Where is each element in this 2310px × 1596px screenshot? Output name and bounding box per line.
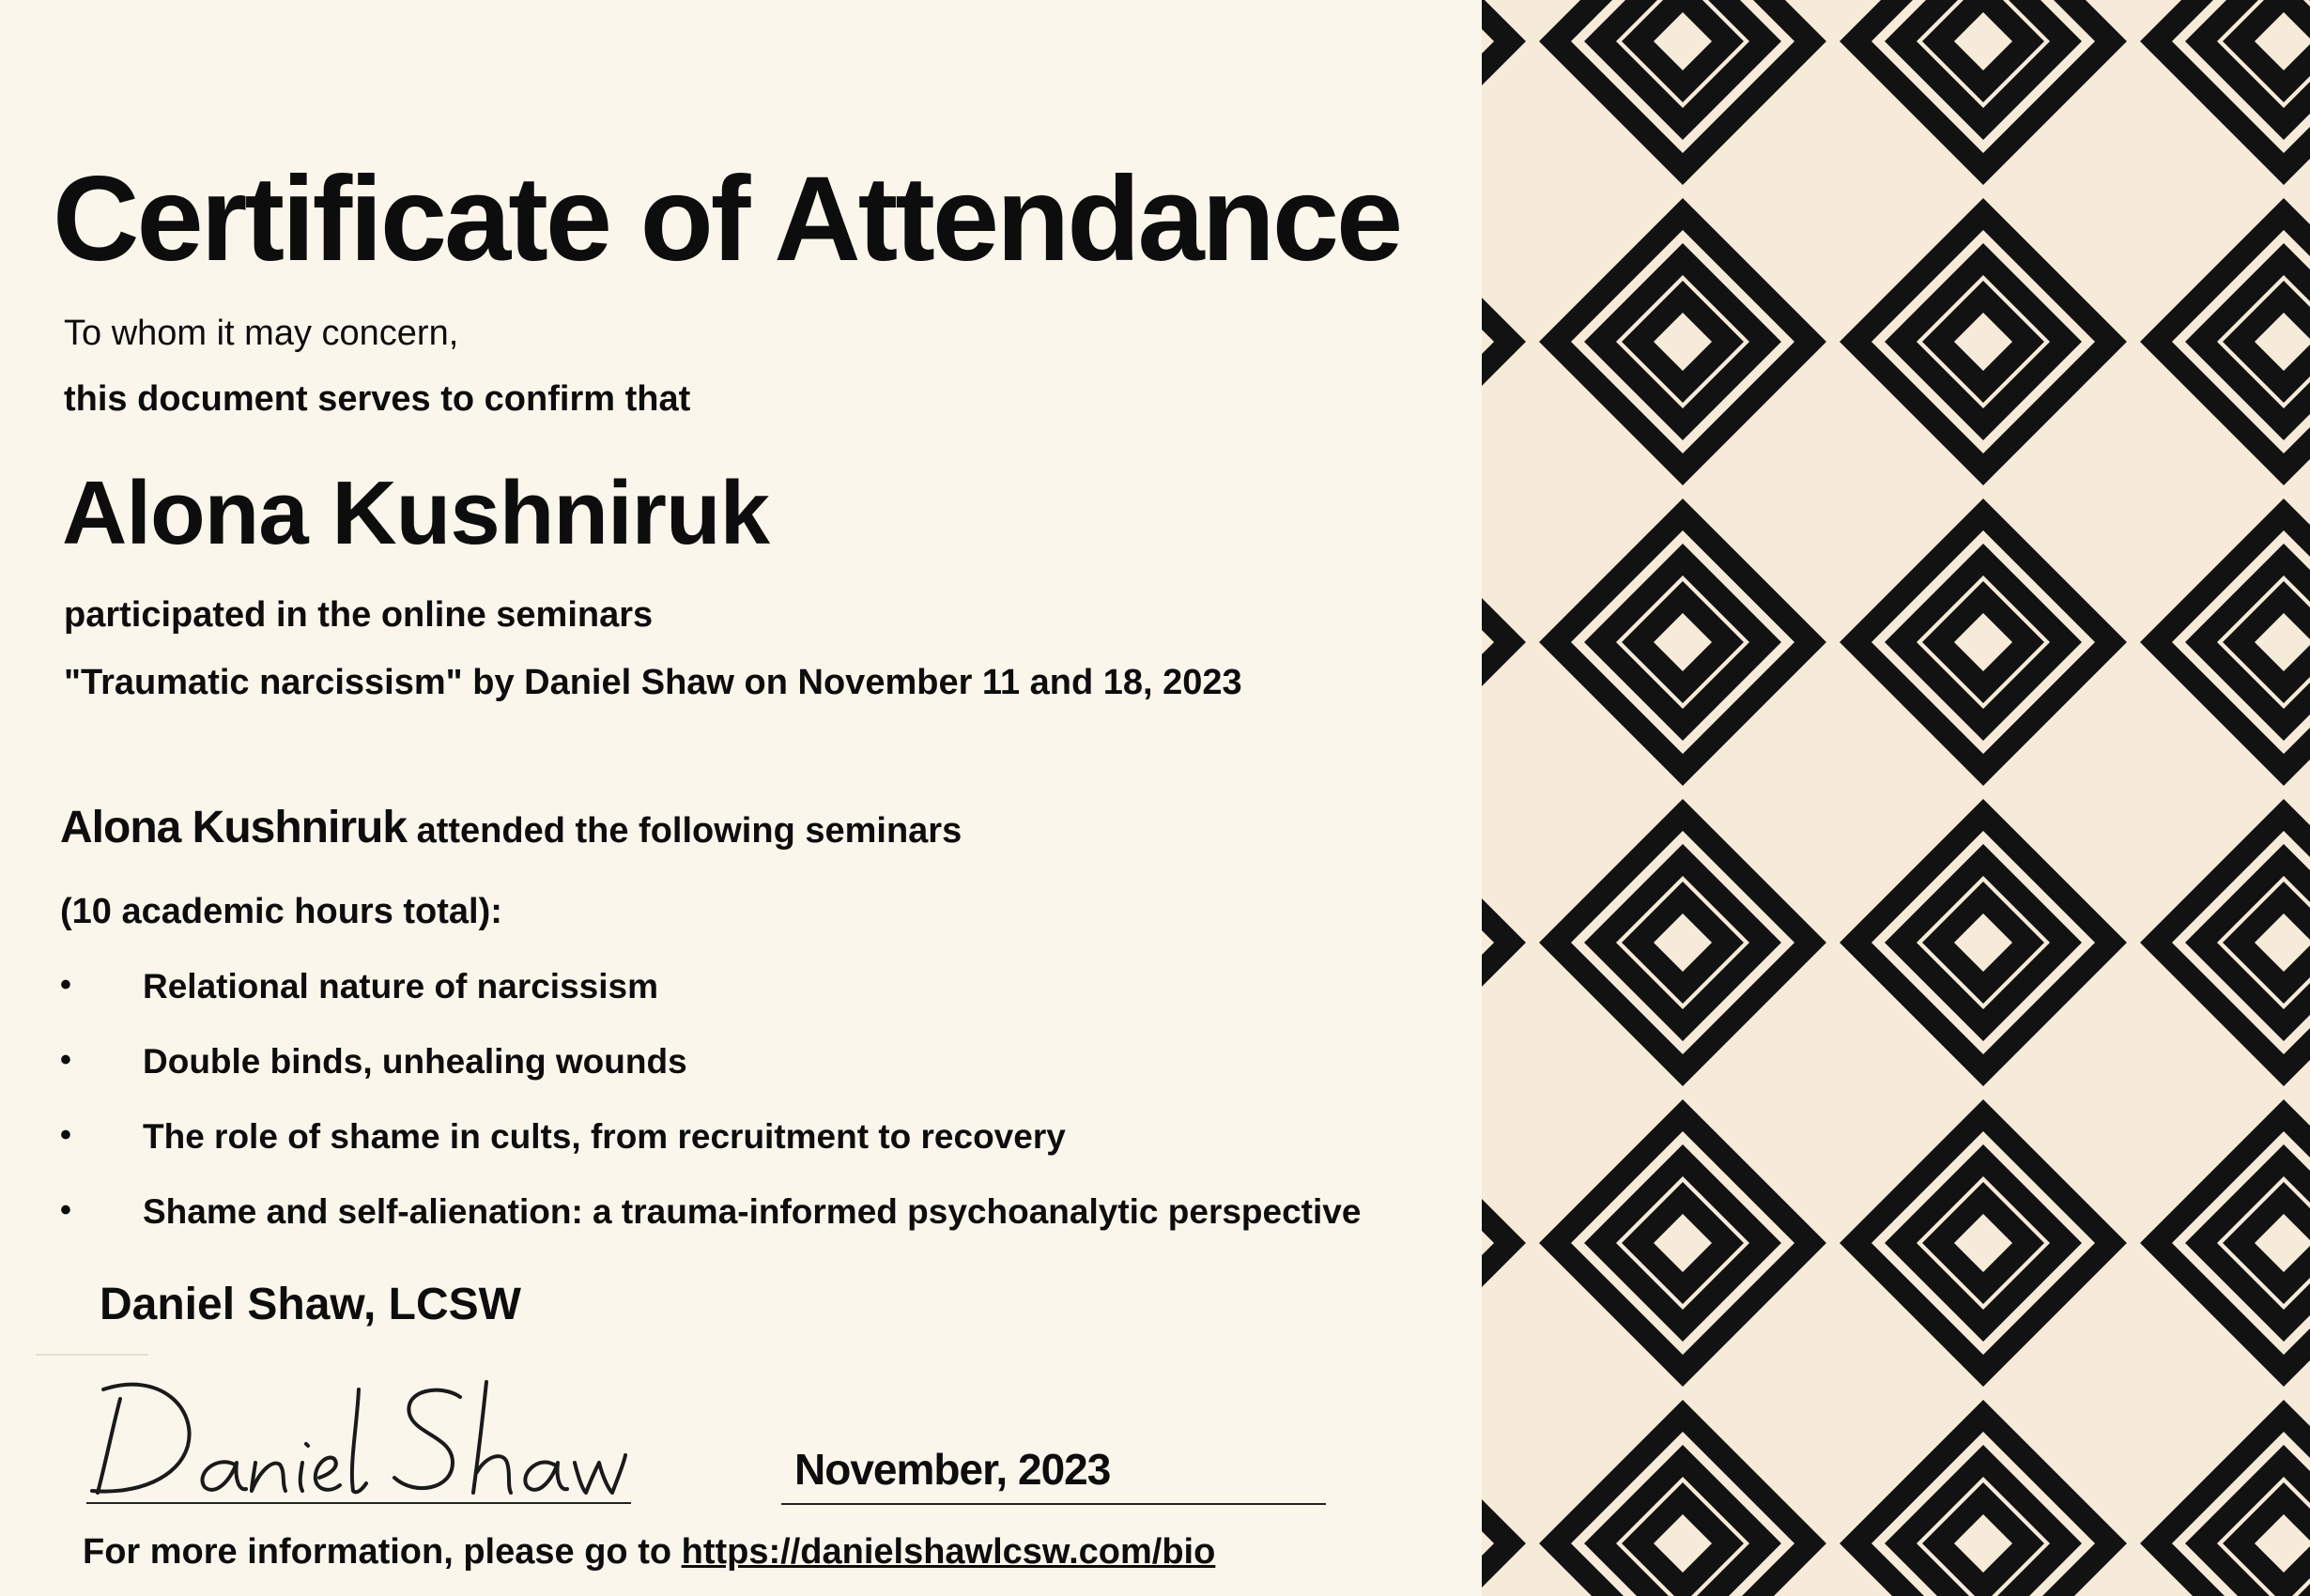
topic-text: Double binds, unhealing wounds <box>143 1042 687 1081</box>
intro-line-1: To whom it may concern, <box>64 314 459 353</box>
seminar-details: by Daniel Shaw on November 11 and 18, 2023 <box>462 663 1242 702</box>
attended-name: Alona Kushniruk <box>60 803 408 852</box>
attended-line <box>60 802 962 853</box>
hours-total: (10 academic hours total): <box>60 892 502 931</box>
signer-name: Daniel Shaw, LCSW <box>100 1280 521 1329</box>
topic-text: Relational nature of narcissism <box>143 967 659 1005</box>
issue-date: November, 2023 <box>794 1445 1111 1494</box>
bio-link[interactable]: https://danielshawlcsw.com/bio <box>681 1532 1216 1572</box>
bullet-icon: • <box>60 1042 71 1078</box>
handwritten-signature <box>85 1361 648 1502</box>
bullet-icon: • <box>60 1192 71 1228</box>
signature-line <box>86 1502 631 1504</box>
more-info <box>83 1532 1215 1573</box>
attended-text: attended the following seminars <box>407 811 962 851</box>
seminar-line <box>64 663 1242 703</box>
date-line <box>781 1503 1326 1505</box>
recipient-name: Alona Kushniruk <box>62 463 770 563</box>
topic-text: The role of shame in cults, from recruitment to recovery <box>143 1117 1066 1156</box>
diamond-pattern-icon <box>1482 0 2310 1596</box>
divider <box>36 1354 148 1356</box>
seminar-title: "Traumatic narcissism" <box>64 663 463 702</box>
topic-text: Shame and self-alienation: a trauma-informed psychoanalytic perspective <box>143 1192 1362 1231</box>
intro-line-2: this document serves to confirm that <box>64 379 691 419</box>
more-info-text: For more information, please go to <box>83 1532 682 1572</box>
certificate-title: Certificate of Attendance <box>53 152 1401 286</box>
decorative-pattern <box>1482 0 2310 1596</box>
bullet-icon: • <box>60 967 71 1003</box>
participation-line: participated in the online seminars <box>64 595 654 635</box>
bullet-icon: • <box>60 1117 71 1153</box>
